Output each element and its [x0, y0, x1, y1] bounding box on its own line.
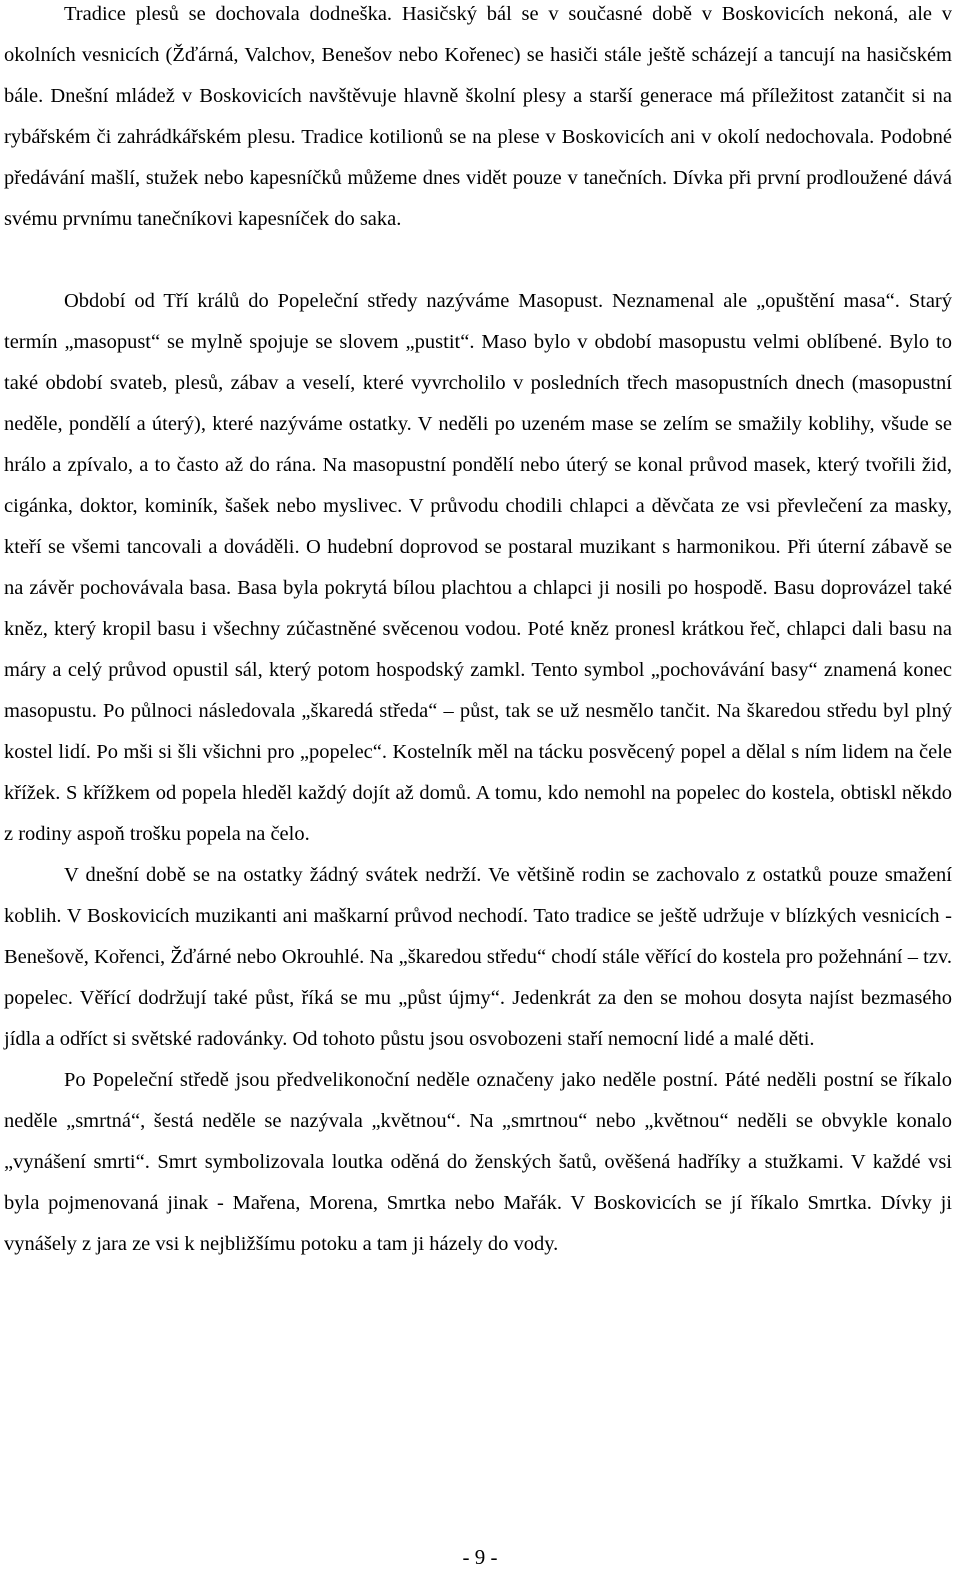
body-text: [4, 0, 952, 1265]
paragraph-masopust: Období od Tří králů do Popeleční středy nazýváme Masopust. Neznamenal ale „opuštění masa“. Starý termín „masopust“ se mylně spojuje se slovem „pustit“. Maso bylo v období masopustu velmi oblíbené. Bylo to také období svateb, plesů, zábav a veselí, které vyvrcholilo v posledních třech masopustních dnech (masopustní neděle, pondělí a úterý), které nazýváme ostatky. V neděli po uzeném mase se zelím se smažily koblihy, všude se hrálo a zpívalo, a to často až do rána. Na masopustní pondělí nebo úterý se konal průvod masek, který tvořili žid, cigánka, doktor, kominík, šašek nebo myslivec. V průvodu chodili chlapci a děvčata ze vsi převlečení za masky, kteří se všemi tancovali a dováděli. O hudební doprovod se postaral muzikant s harmonikou. Při úterní zábavě se na závěr pochovávala basa. Basa byla pokrytá bílou plachtou a chlapci ji nosili po hospodě. Basu doprovázel také kněz, který kropil basu i všechny zúčastněné svěcenou vodou. Poté kněz pronesl krátkou řeč, chlapci dali basu na máry a celý průvod opustil sál, který potom hospodský zamkl. Tento symbol „pochovávání basy“ znamená konec masopustu. Po půlnoci následovala „škaredá středa“ – půst, tak se už nesmělo tančit. Na škaredou středu byl plný kostel lidí. Po mši si šli všichni pro „popelec“. Kostelník měl na tácku posvěcený popel a dělal s ním lidem na čele křížek. S křížkem od popela hleděl každý dojít až domů. A tomu, kdo nemohl na popelec do kostela, obtiskl někdo z rodiny aspoň trošku popela na čelo.: [4, 290, 952, 845]
paragraph-plesy: Tradice plesů se dochovala dodneška. Hasičský bál se v současné době v Boskovicích nekoná, ale v okolních vesnicích (Žďárná, Valchov, Benešov nebo Kořenec) se hasiči stále ještě scházejí a tancují na hasičském bále. Dnešní mládež v Boskovicích navštěvuje hlavně školní plesy a starší generace má příležitost zatančit si na rybářském či zahrádkářském plesu. Tradice kotilionů se na plese v Boskovicích ani v okolí nedochovala. Podobné předávání mašlí, stužek nebo kapesníčků můžeme dnes vidět pouze v tanečních. Dívka při první prodloužené dává svému prvnímu tanečníkovi kapesníček do saka.: [4, 3, 952, 230]
page-number: - 9 -: [462, 1545, 498, 1569]
paragraph-postni-nedele: Po Popeleční středě jsou předvelikonoční neděle označeny jako neděle postní. Páté neděli postní se říkalo neděle „smrtná“, šestá neděle se nazývala „květnou“. Na „smrtnou“ nebo „květnou“ neděli se obvykle konalo „vynášení smrti“. Smrt symbolizovala loutka oděná do ženských šatů, ověšená hadříky a stužkami. V každé vsi byla pojmenovaná jinak - Mařena, Morena, Smrtka nebo Mařák. V Boskovicích se jí říkalo Smrtka. Dívky ji vynášely z jara ze vsi k nejbližšímu potoku a tam ji házely do vody.: [4, 1069, 952, 1255]
paragraph-ostatky: V dnešní době se na ostatky žádný svátek nedrží. Ve většině rodin se zachovalo z ostatků pouze smažení koblih. V Boskovicích muzikanti ani maškarní průvod nechodí. Tato tradice se ještě udržuje v blízkých vesnicích - Benešově, Kořenci, Žďárné nebo Okrouhlé. Na „škaredou středu“ chodí stále věřící do kostela pro požehnání – tzv. popelec. Věřící dodržují také půst, říká se mu „půst újmy“. Jedenkrát za den se mohou dosyta najíst bezmasého jídla a odříct si světské radovánky. Od tohoto půstu jsou osvobozeni staří nemocní lidé a malé děti.: [4, 864, 952, 1050]
